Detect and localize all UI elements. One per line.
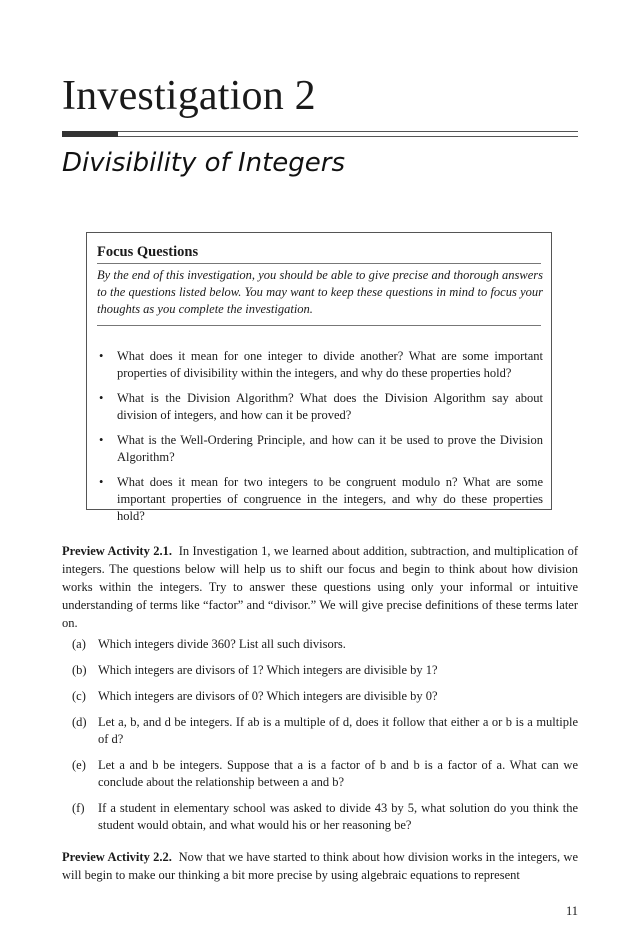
- part-text: Which integers divide 360? List all such divisors.: [98, 637, 346, 651]
- page-number: 11: [565, 904, 578, 918]
- activity-part: [62, 757, 578, 791]
- focus-questions-box: [86, 232, 552, 523]
- preview-activity-1: [62, 542, 578, 632]
- part-label: (e): [72, 758, 86, 772]
- activity-part: [62, 636, 578, 653]
- focus-question-text: What does it mean for one integer to divide another? What are some important properties of divisibility within the integers, and why do these properties hold?: [117, 349, 543, 380]
- part-label: (a): [72, 637, 86, 651]
- bullet-icon: •: [99, 349, 104, 363]
- part-text: Let a, b, and d be integers. If ab is a multiple of d, does it follow that either a or b is a multiple of d?: [98, 715, 578, 746]
- focus-heading: Focus Questions: [97, 244, 199, 260]
- part-text: If a student in elementary school was asked to divide 43 by 5, what solution do you think the student would obtain, and what would his or her reasoning be?: [98, 801, 578, 832]
- chapter-title: Investigation 2: [62, 73, 316, 119]
- chapter-subtitle: Divisibility of Integers: [62, 148, 346, 178]
- activity-part: [62, 800, 578, 834]
- focus-question: [97, 390, 543, 424]
- activity-part: [62, 714, 578, 748]
- part-label: (d): [72, 715, 87, 729]
- focus-question-text: What does it mean for two integers to be congruent modulo n? What are some important properties of congruence in the integers, and why do these properties hold?: [117, 475, 543, 523]
- preview-activity-1-parts: [62, 636, 578, 843]
- focus-question-list: [97, 348, 543, 533]
- focus-divider-bottom: [97, 325, 541, 326]
- rule-line-top: [118, 131, 578, 132]
- preview-activity-1-text: In Investigation 1, we learned about addition, subtraction, and multiplication of integers. The questions below will help us to shift our focus and begin to think about how division works within the integers. Try to answer these questions using only your informal or intuitive understanding of terms like “factor” and “divisor.” We will give precise definitions of these terms later on.: [62, 544, 578, 630]
- rule-line-bottom: [118, 136, 578, 137]
- preview-activity-2-label: Preview Activity 2.2.: [62, 850, 172, 864]
- part-label: (f): [72, 801, 85, 815]
- focus-question-text: What is the Well-Ordering Principle, and how can it be used to prove the Division Algorithm?: [117, 433, 543, 464]
- title-rule: [62, 131, 578, 138]
- activity-part: [62, 662, 578, 679]
- part-text: Which integers are divisors of 1? Which integers are divisible by 1?: [98, 663, 438, 677]
- part-text: Let a and b be integers. Suppose that a is a factor of b and b is a factor of a. What can we conclude about the relationship between a and b?: [98, 758, 578, 789]
- activity-part: [62, 688, 578, 705]
- bullet-icon: •: [99, 475, 104, 489]
- focus-question-text: What is the Division Algorithm? What does the Division Algorithm say about division of integers, and how can it be proved?: [117, 391, 543, 422]
- part-text: Which integers are divisors of 0? Which integers are divisible by 0?: [98, 689, 438, 703]
- focus-divider-top: [97, 263, 541, 264]
- preview-activity-2: [62, 848, 578, 884]
- focus-question: [97, 432, 543, 466]
- bullet-icon: •: [99, 391, 104, 405]
- bullet-icon: •: [99, 433, 104, 447]
- rule-thick-segment: [62, 131, 118, 137]
- preview-activity-2-text: Now that we have started to think about how division works in the integers, we will begin to make our thinking a bit more precise by using algebraic equations to represent: [62, 850, 579, 882]
- part-label: (c): [72, 689, 86, 703]
- part-label: (b): [72, 663, 87, 677]
- preview-activity-1-label: Preview Activity 2.1.: [62, 544, 172, 558]
- focus-question: [97, 348, 543, 382]
- focus-question: [97, 474, 543, 525]
- focus-intro: By the end of this investigation, you should be able to give precise and thorough answers to the questions listed below. You may want to keep these questions in mind to focus your thoughts as you complete the investigation.: [97, 268, 543, 316]
